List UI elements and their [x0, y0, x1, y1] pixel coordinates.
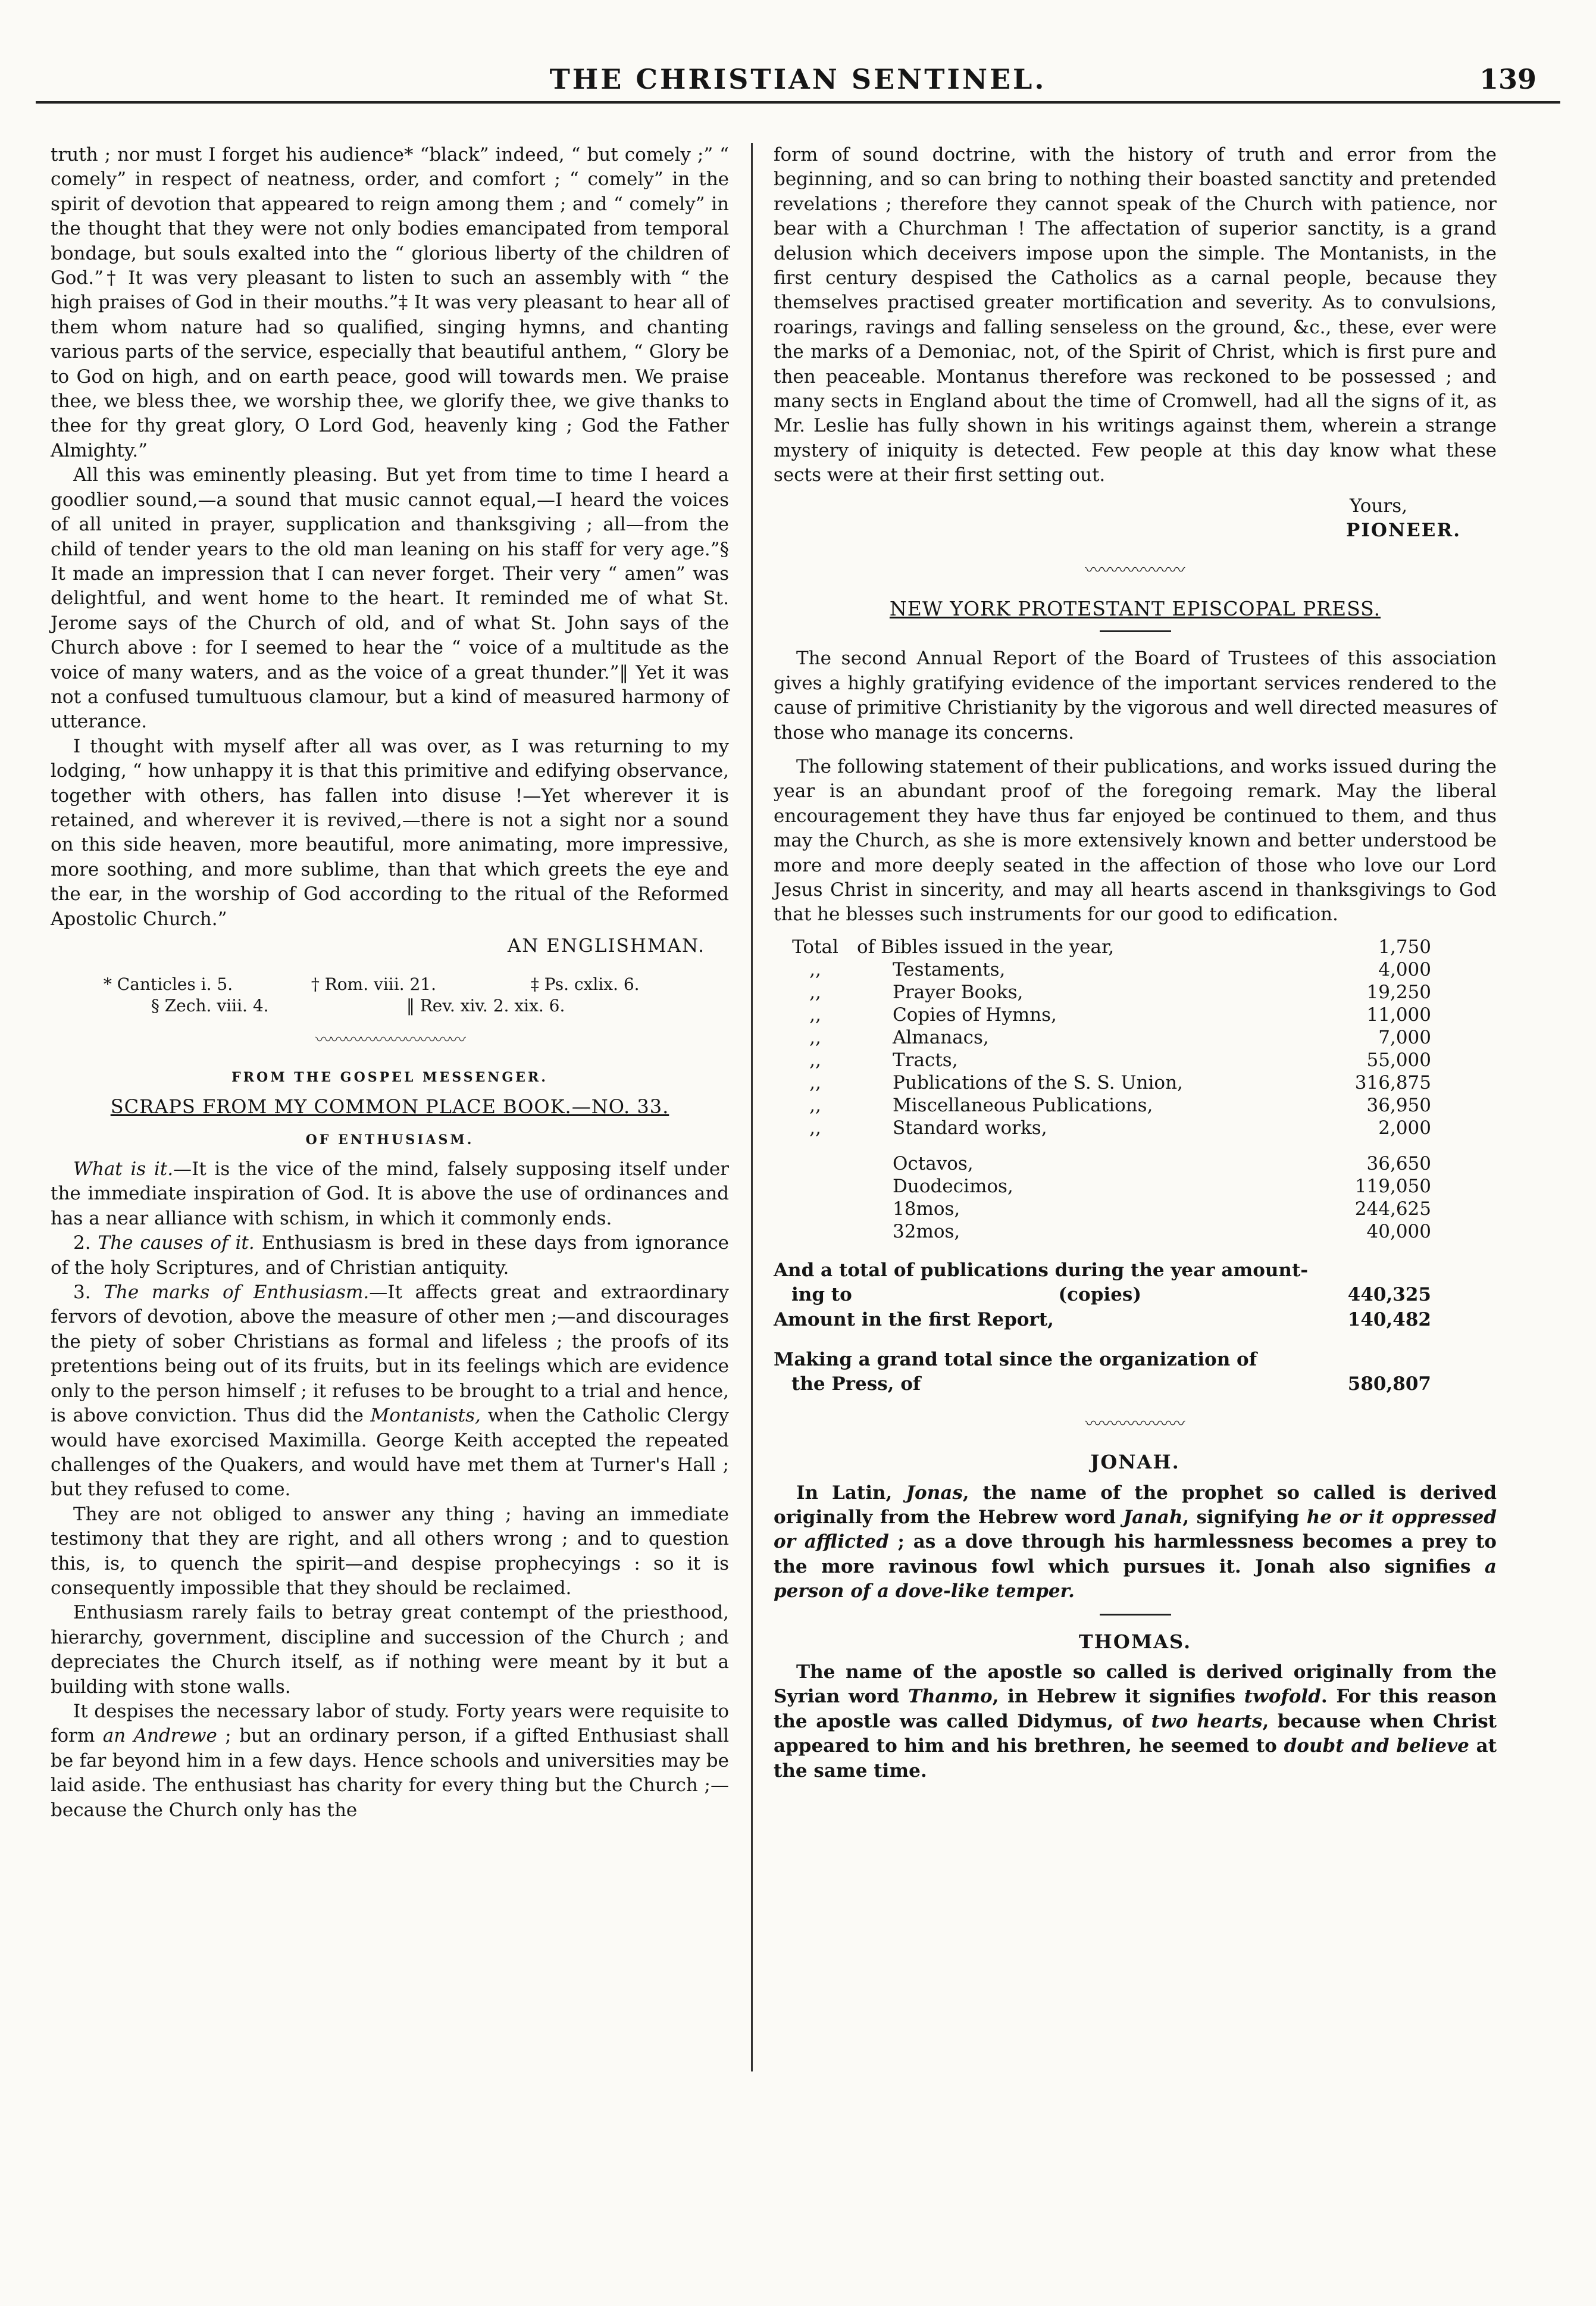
paragraph: The second Annual Report of the Board of Trustees of this association gives a highly gratifying evidence of the important services rendered to the cause of primitive Christianity by the vigorous and well directed measures of those who manage its concerns.: [774, 648, 1497, 743]
article-heading: SCRAPS FROM MY COMMON PLACE BOOK.—NO. 33.: [110, 1095, 669, 1118]
table-row: ,, Miscellaneous Publications, 36,950: [809, 1094, 1431, 1116]
ornament-divider: 〰〰〰〰〰〰: [1085, 560, 1185, 580]
footnote: * Canticles i. 5.: [103, 974, 233, 995]
paragraph: It despises the necessary labor of study. Forty years were requisite to form an Andrewe ; but an ordinary person, if a gifted Enthusiast shall be far beyond him in a few days. Hence schools and universities may be laid aside. The enthusiast has charity for every thing but the Church ;—because the Church only has the: [51, 1700, 729, 1821]
short-rule: [1100, 630, 1171, 632]
paragraph: I thought with myself after all was over, as I was returning to my lodging, “ how unhappy it is that this primitive and edifying observance, together with others, has fallen into disuse !—Yet wherever it is retained, and wherever it is revived,—there is not a sight nor a sound on this side heaven, more beautiful, more animating, more impressive, more soothing, and more sublime, than that which greets the eye and the ear, in the worship of God according to the ritual of the Reformed Apostolic Church.”: [51, 735, 729, 930]
signature-pioneer: PIONEER.: [1346, 520, 1461, 542]
paragraph: All this was eminently pleasing. But yet from time to time I heard a goodlier sound,—a sound that music cannot equal,—I heard the voices of all united in prayer, supplication and thanksgiving ; all—from the child of tender years to the old man leaning on his staff for very age.”§ It made an impression that I can never forget. Their very “ amen” was delightful, and went home to the heart. It reminded me of what St. Jerome says of the Church of old, and of what St. John says of the Church above : for I seemed to hear the “ voice of a multitude as the voice of many waters, and as the voice of a great thunder.”‖ Yet it was not a confused tumultuous clamour, but a kind of measured harmony of utterance.: [51, 464, 729, 733]
first-report-row: Amount in the first Report, 140,482: [774, 1308, 1431, 1330]
journal-title: THE CHRISTIAN SENTINEL.: [549, 63, 1047, 95]
source-line: FROM THE GOSPEL MESSENGER.: [231, 1069, 548, 1085]
footnote: ‖ Rev. xiv. 2. xix. 6.: [406, 996, 565, 1016]
paragraph: They are not obliged to answer any thing ; having an immediate testimony that they are right, and all others wrong ; and to question this, is, to quench the spirit—and despise prophecyings : so it is consequently impossible that they should be reclaimed.: [51, 1503, 729, 1599]
table-row: ,, Prayer Books, 19,250: [809, 981, 1431, 1003]
grand-total-row: the Press, of 580,807: [791, 1373, 1431, 1395]
signoff: Yours,: [1350, 495, 1407, 517]
totals: [774, 1258, 1497, 1397]
table-row: ,, Copies of Hymns, 11,000: [809, 1004, 1431, 1026]
footnotes: [51, 974, 729, 1017]
footnote: § Zech. viii. 4.: [151, 996, 269, 1016]
left-column: [51, 143, 729, 1823]
list-item: 3. The marks of Enthusiasm.—It affects great and extraordinary fervors of devotion, above the measure of other men ;—and discourages the piety of sober Christians as formal and lifeless ; the proofs of its pretentions being out of its fruits, but in its feelings which are evidence only to the person himself ; it refuses to be brought to a trial and hence, is above conviction. Thus did the Montanists, when the Catholic Clergy would have exorcised Maximilla. George Keith accepted the repeated challenges of the Quakers, and would have met them at Turner's Hall ; but they refused to come.: [51, 1282, 730, 1501]
table-row: ,, Standard works, 2,000: [809, 1117, 1431, 1139]
paragraph: The following statement of their publications, and works issued during the year is an abundant proof of the foregoing remark. May the liberal encouragement they have thus far enjoyed be continued to them, and thus may the Church, as she is more extensively known and better understood be more and more deeply seated in the affection of those who love our Lord Jesus Christ in sincerity, and may all hearts ascend in thanksgivings to God that he blesses such instruments for our good to edification.: [774, 755, 1497, 926]
table-row: 32mos, 40,000: [893, 1220, 1431, 1242]
short-rule: [1100, 1614, 1171, 1616]
table-row: Octavos, 36,650: [893, 1152, 1431, 1174]
table-row: ,, Almanacs, 7,000: [809, 1026, 1431, 1048]
table-row: ,, Tracts, 55,000: [809, 1049, 1431, 1071]
page-number: 139: [1479, 63, 1536, 95]
ornament-divider: 〰〰〰〰〰〰〰〰〰〰: [315, 1030, 464, 1050]
thomas-heading: THOMAS.: [1078, 1630, 1192, 1653]
running-header: [36, 60, 1560, 104]
footnote: ‡ Ps. cxlix. 6.: [530, 974, 640, 995]
thomas-paragraph: The name of the apostle so called is derived originally from the Syrian word Thanmo, in Hebrew it signifies twofold. For this reason the apostle was called Didymus, of two hearts, because when Christ appeared to him and his brethren, he seemed to doubt and believe at the same time.: [774, 1661, 1497, 1782]
right-column: [774, 143, 1497, 1783]
ornament-divider: 〰〰〰〰〰〰: [1085, 1413, 1185, 1433]
press-heading: NEW YORK PROTESTANT EPISCOPAL PRESS.: [889, 596, 1381, 620]
table-row: ,, Testaments, 4,000: [809, 958, 1431, 980]
article-subheading: OF ENTHUSIASM.: [305, 1132, 474, 1148]
jonah-heading: JONAH.: [1090, 1451, 1180, 1474]
total-row: ing to (copies) 440,325: [791, 1284, 1431, 1306]
paragraph: truth ; nor must I forget his audience* “black” indeed, “ but comely ;” “ comely” in respect of neatness, order, and comfort ; “ comely” in the spirit of devotion that appeared to reign among them ; and “ comely” in the thought that they were not only bodies emancipated from temporal bondage, but souls exalted into the “ glorious liberty of the children of God.”† It was very pleasant to listen to such an assembly with “ the high praises of God in their mouths.”‡ It was very pleasant to hear all of them whom nature had so qualified, singing hymns, and chanting various parts of the service, especially that beautiful anthem, “ Glory be to God on high, and on earth peace, good will towards men. We praise thee, we bless thee, we worship thee, we glorify thee, we give thanks to thee for thy great glory, O Lord God, heavenly king ; God the Father Almighty.”: [51, 144, 729, 461]
paragraph: form of sound doctrine, with the history of truth and error from the beginning, and so can bring to nothing their boasted sanctity and pretended revelations ; therefore they cannot speak of the Church with patience, nor bear with a Churchman ! The affectation of superior sanctity, is a grand delusion which deceivers impose upon the simple. The Montanists, in the first century despised the Catholics as a carnal people, because they themselves practised greater mortification and severity. As to convulsions, roarings, ravings and falling senseless on the ground, &c., these, ever were the marks of a Demoniac, not, of the Spirit of Christ, which is first pure and then peaceable. Montanus therefore was reckoned to be possessed ; and many sects in England about the time of Cromwell, had all the signs of it, as Mr. Leslie has fully shown in his writings against them, wherein a strange mystery of iniquity is detected. Few people at this day know what these sects were at their first setting out.: [774, 144, 1497, 486]
footnote: † Rom. viii. 21.: [311, 974, 437, 995]
list-item: What is it.—It is the vice of the mind, falsely supposing itself under the immediate inspiration of God. It is above the use of ordinances and has a near alliance with schism, in which it commonly ends.: [51, 1158, 730, 1229]
jonah-paragraph: In Latin, Jonas, the name of the prophet so called is derived originally from the Hebrew word Janah, signifying he or it oppressed or afflicted ; as a dove through his harmlessness becomes a prey to the more ravinous fowl which pursues it. Jonah also signifies a person of a dove-like temper.: [774, 1482, 1497, 1602]
column-divider: [751, 143, 753, 2071]
paragraph: Enthusiasm rarely fails to betray great contempt of the priesthood, hierarchy, government, discipline and succession of the Church ; and depreciates the Church itself, as if nothing were meant by it but a building with stone walls.: [51, 1602, 729, 1698]
list-item: 2. The causes of it. Enthusiasm is bred in these days from ignorance of the holy Scriptures, and of Christian antiquity.: [51, 1232, 730, 1279]
grand-line: Making a grand total since the organization of: [774, 1349, 1257, 1370]
signature-englishman: AN ENGLISHMAN.: [507, 935, 705, 957]
table-row: Duodecimos, 119,050: [893, 1175, 1431, 1197]
table-row: Total of Bibles issued in the year, 1,750: [792, 936, 1431, 958]
table-row: 18mos, 244,625: [893, 1198, 1431, 1220]
publications-table: [774, 936, 1497, 1243]
total-line: And a total of publications during the year amount-: [774, 1259, 1309, 1281]
table-row: ,, Publications of the S. S. Union, 316,875: [809, 1071, 1431, 1093]
